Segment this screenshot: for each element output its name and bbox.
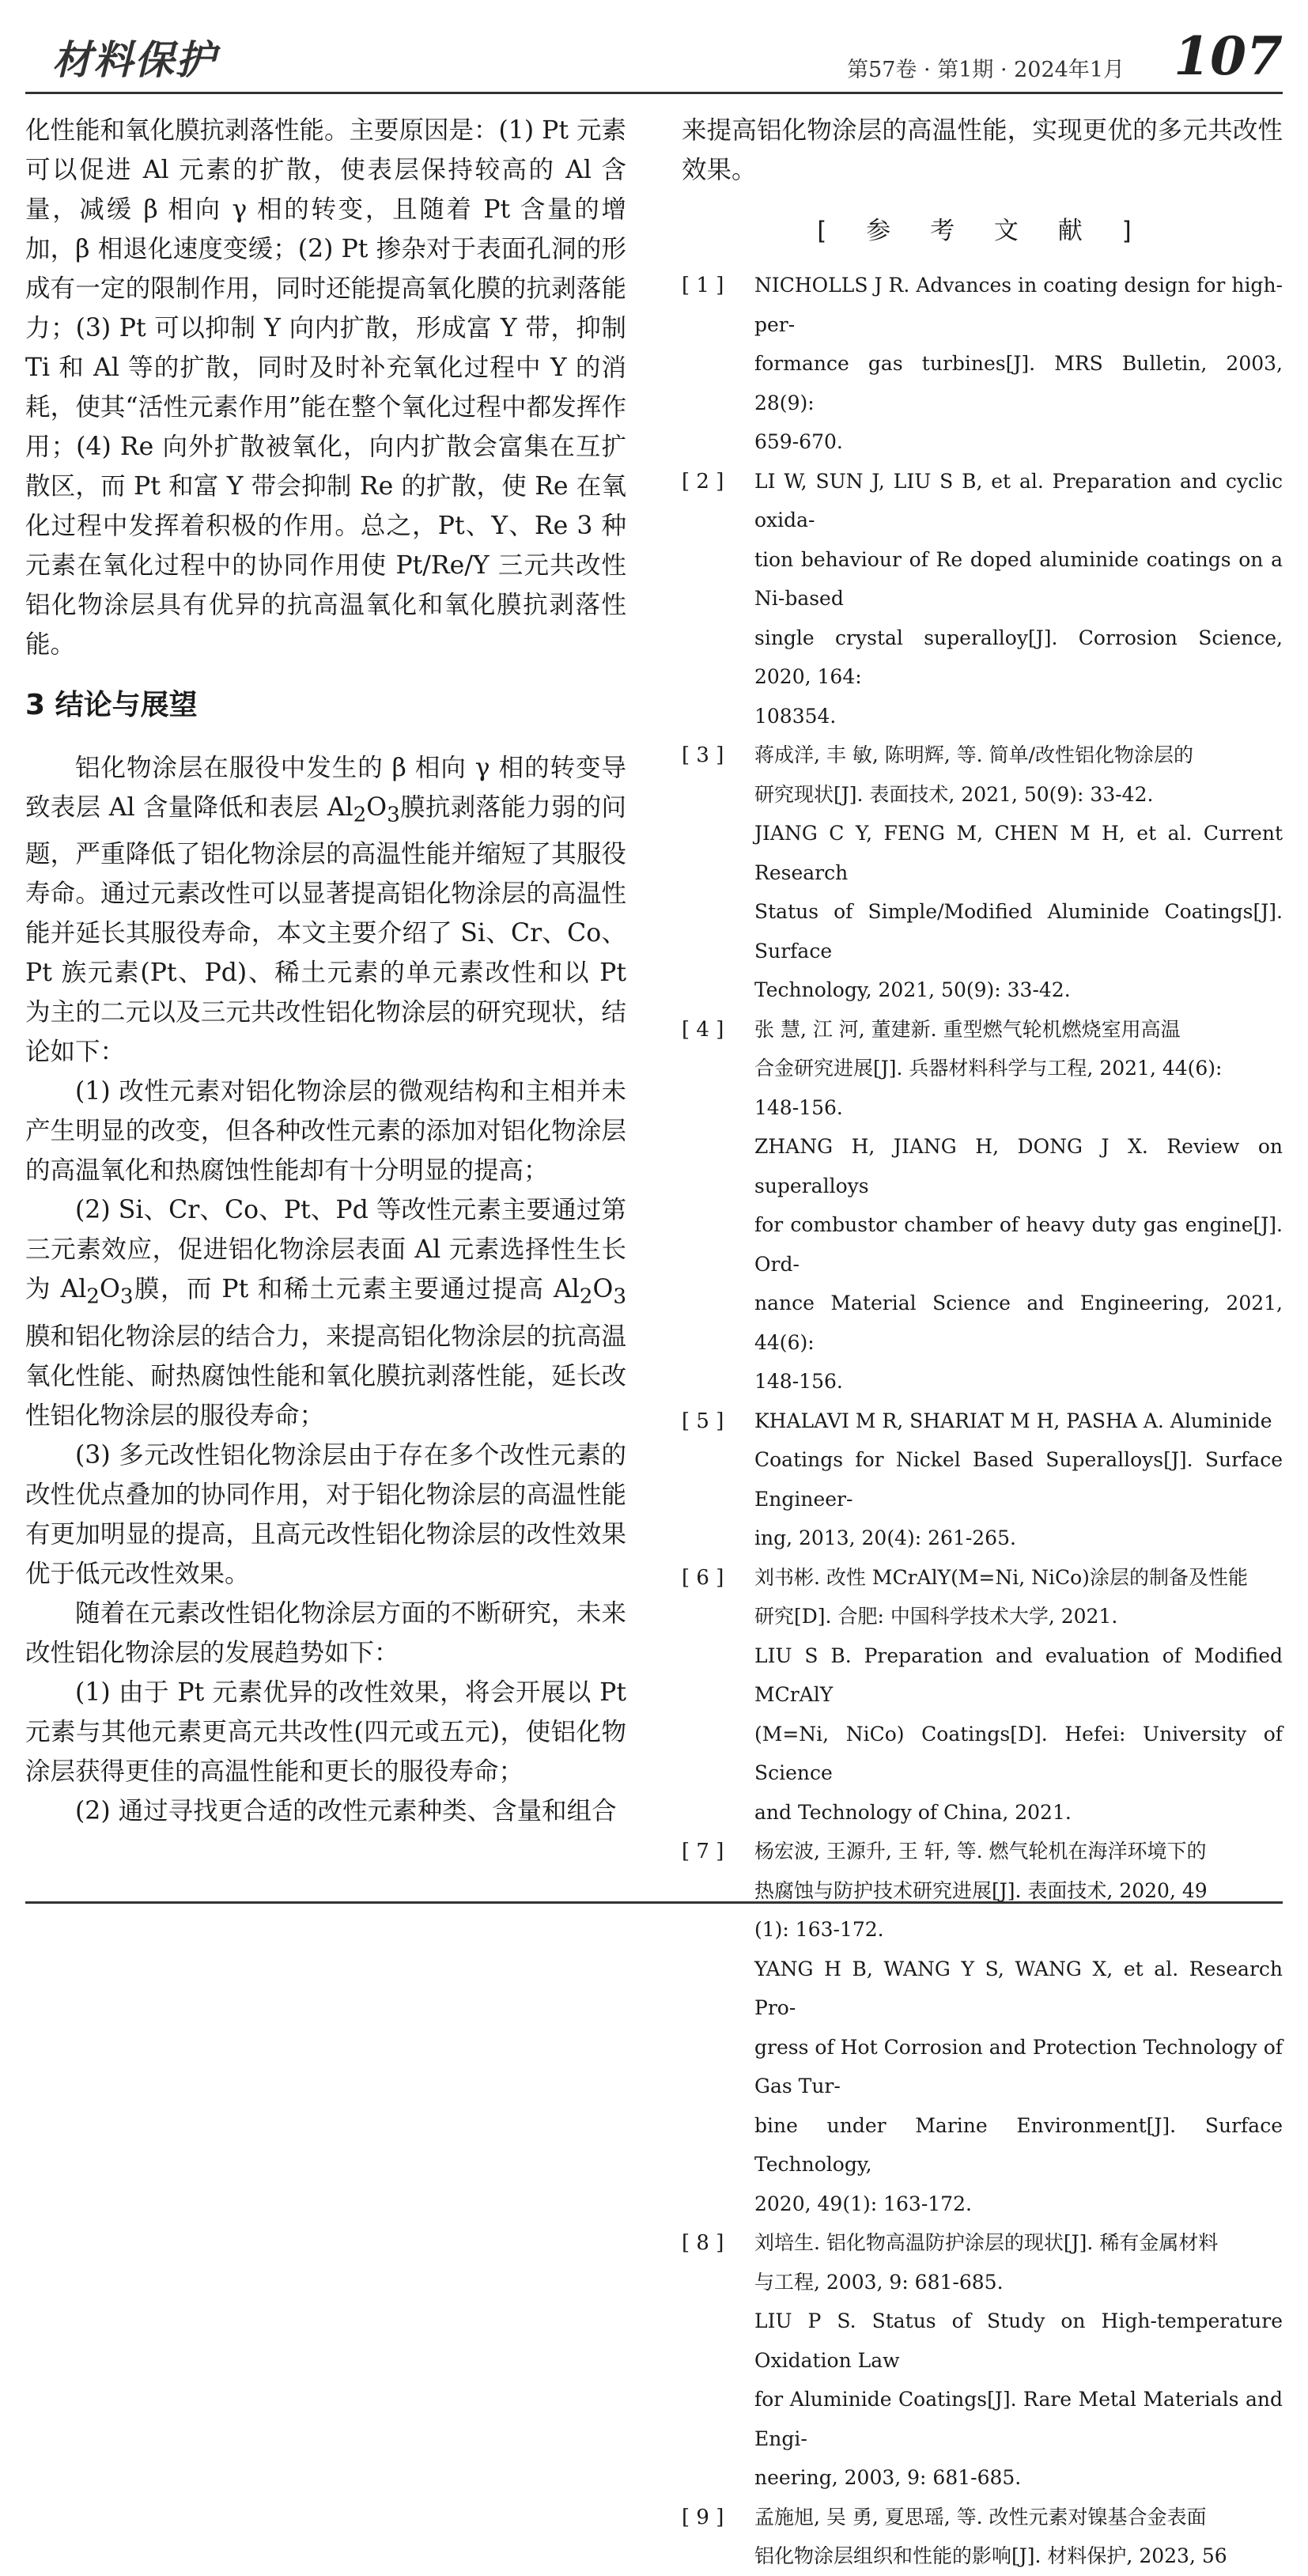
reference-line: single crystal superalloy[J]. Corrosion Science, 2020, 164: [754,626,1283,688]
reference-line: (M=Ni, NiCo) Coatings[D]. Hefei: University of Science [754,1722,1283,1784]
reference-line: formance gas turbines[J]. MRS Bulletin, 2003, 28(9): [754,352,1283,414]
reference-list [682,266,1283,2576]
text-run: O [592,1275,614,1304]
reference-line: Status of Simple/Modified Aluminide Coatings[J]. Surface [754,900,1283,963]
reference-line: 148-156. [754,1370,843,1393]
right-column [682,111,1283,2576]
issue-info: 第57卷 · 第1期 · 2024年1月 [847,58,1125,82]
reference-line: NICHOLLS J R. Advances in coating design for high-per- [754,274,1283,336]
reference-line: ZHANG H, JIANG H, DONG J X. Review on superalloys [754,1135,1283,1197]
reference-line: 研究[D]. 合肥: 中国科学技术大学, 2021. [754,1605,1118,1628]
text-run: 铝化物涂层在服役中发生的 β 相向 γ 相的转变导致表层 Al 含量降低和表层 Al [25,754,626,822]
subscript: 3 [119,1284,134,1309]
paragraph: (1) 改性元素对铝化物涂层的微观结构和主相并未产生明显的改变，但各种改性元素的添加对铝化物涂层的高温氧化和热腐蚀性能却有十分明显的提高； [25,1077,626,1186]
reference-line: 659-670. [754,430,843,453]
reference-line: bine under Marine Environment[J]. Surface Technology, [754,2113,1283,2176]
page-header [25,22,1283,87]
reference-line: 铝化物涂层组织和性能的影响[J]. 材料保护, 2023, 56 [754,2544,1227,2567]
reference-item [682,1558,1283,1833]
reference-line: 合金研究进展[J]. 兵器材料科学与工程, 2021, 44(6): [754,1057,1223,1080]
paragraph: 来提高铝化物涂层的高温性能，实现更优的多元共改性效果。 [682,116,1283,184]
paragraph [25,1190,626,1435]
paragraph: (3) 多元改性铝化物涂层由于存在多个改性元素的改性优点叠加的协同作用，对于铝化物涂层的高温性能有更加明显的提高，且高元改性铝化物涂层的改性效果优于低元改性效果。 [25,1440,626,1588]
header-rule [25,92,1283,94]
reference-number: [ 2 ] [682,469,724,494]
paragraph: 化性能和氧化膜抗剥落性能。主要原因是：(1) Pt 元素可以促进 Al 元素的扩散，使表层保持较高的 Al 含量，减缓 β 相向 γ 相的转变，且随着 Pt 含量的增加，β 相退化速度变缓；(2) Pt 掺杂对于表面孔洞的形成有一定的限制作用，同时还能提高氧化膜的抗剥落能力；(3) Pt 可以抑制 Y 向内扩散，形成富 Y 带，抑制 Ti 和 Al 等的扩散，同时及时补充氧化过程中 Y 的消耗，使其“活性元素作用”能在整个氧化过程中都发挥作用；(4) Re 向外扩散被氧化，向内扩散会富集在互扩散区，而 Pt 和富 Y 带会抑制 Re 的扩散，使 Re 在氧化过程中发挥着积极的作用。总之，Pt、Y、Re 3 种元素在氧化过程中的协同作用使 Pt/Re/Y 三元共改性铝化物涂层具有优异的抗高温氧化和氧化膜抗剥落性能。 [25,116,627,659]
reference-line: 刘培生. 铝化物高温防护涂层的现状[J]. 稀有金属材料 [754,2231,1219,2254]
reference-item [682,1401,1283,1558]
reference-line: 杨宏波, 王源升, 王 轩, 等. 燃气轮机在海洋环境下的 [754,1840,1207,1863]
reference-line: 刘书彬. 改性 MCrAlY(M=Ni, NiCo)涂层的制备及性能 [754,1565,1248,1589]
reference-line: JIANG C Y, FENG M, CHEN M H, et al. Current Research [754,822,1283,884]
reference-line: LI W, SUN J, LIU S B, et al. Preparation and cyclic oxida- [754,469,1283,531]
section-heading: 3 结论与展望 [25,689,198,721]
reference-line: 148-156. [754,1095,843,1119]
reference-line: 2020, 49(1): 163-172. [754,2192,972,2215]
reference-line: 孟施旭, 吴 勇, 夏思瑶, 等. 改性元素对镍基合金表面 [754,2505,1207,2529]
reference-item [682,736,1283,1010]
reference-line: and Technology of China, 2021. [754,1800,1072,1824]
page-number: 107 [1174,25,1283,87]
reference-line: gress of Hot Corrosion and Protection Technology of Gas Tur- [754,2035,1283,2097]
text-run: O [366,793,387,822]
reference-line: for combustor chamber of heavy duty gas engine[J]. Ord- [754,1213,1283,1276]
reference-number: [ 3 ] [682,743,724,767]
reference-line: YANG H B, WANG Y S, WANG X, et al. Research Pro- [754,1957,1283,2019]
reference-item [682,266,1283,462]
journal-logo: 材料保护 [52,36,217,83]
subscript: 2 [353,803,367,827]
reference-line: for Aluminide Coatings[J]. Rare Metal Materials and Engi- [754,2388,1283,2450]
paragraph: (1) 由于 Pt 元素优异的改性效果，将会开展以 Pt 元素与其他元素更高元共改性(四元或五元)，使铝化物涂层获得更佳的高温性能和更长的服役寿命； [25,1678,626,1786]
reference-number: [ 1 ] [682,274,724,297]
reference-line: neering, 2003, 9: 681-685. [754,2466,1022,2489]
reference-number: [ 8 ] [682,2231,724,2255]
reference-line: LIU S B. Preparation and evaluation of Modified MCrAlY [754,1644,1283,1706]
footer-rule [25,1901,1283,1904]
reference-item [682,2498,1283,2576]
text-run: 膜，而 Pt 和稀土元素主要通过提高 Al [133,1275,580,1304]
reference-line: Coatings for Nickel Based Superalloys[J]. Surface Engineer- [754,1448,1283,1511]
references-heading: [ 参 考 文 献 ] [817,217,1147,245]
subscript: 3 [387,803,400,827]
text-run: 膜抗剥落能力弱的问题，严重降低了铝化物涂层的高温性能并缩短了其服役寿命。通过元素改性可以显著提高铝化物涂层的高温性能并延长其服役寿命，本文主要介绍了 Si、Cr、Co、Pt 族元素(Pt、Pd)、稀土元素的单元素改性和以 Pt 为主的二元以及三元共改性铝化物涂层的研究现状，结论如下： [25,793,626,1067]
reference-item [682,462,1283,736]
paragraph: 随着在元素改性铝化物涂层方面的不断研究，未来改性铝化物涂层的发展趋势如下： [25,1598,626,1667]
reference-item [682,1832,1283,2223]
reference-item [682,2223,1283,2498]
left-column [25,111,626,1831]
reference-line: 研究现状[J]. 表面技术, 2021, 50(9): 33-42. [754,782,1154,806]
reference-line: LIU P S. Status of Study on High-temperature Oxidation Law [754,2309,1283,2372]
text-run: 膜和铝化物涂层的结合力，来提高铝化物涂层的抗高温氧化性能、耐热腐蚀性能和氧化膜抗剥落性能，延长改性铝化物涂层的服役寿命； [25,1322,626,1430]
reference-line: 108354. [754,704,837,728]
reference-line: tion behaviour of Re doped aluminide coatings on a Ni-based [754,547,1283,610]
reference-line: Technology, 2021, 50(9): 33-42. [754,978,1071,1001]
subscript: 2 [579,1284,593,1309]
reference-line: ing, 2013, 20(4): 261-265. [754,1526,1016,1549]
paragraph: (2) 通过寻找更合适的改性元素种类、含量和组合 [75,1796,617,1825]
subscript: 2 [86,1284,100,1309]
reference-item [682,1010,1283,1401]
reference-line: 热腐蚀与防护技术研究进展[J]. 表面技术, 2020, 49 [754,1878,1208,1902]
reference-line: 与工程, 2003, 9: 681-685. [754,2270,1004,2294]
reference-line: KHALAVI M R, SHARIAT M H, PASHA A. Aluminide [754,1409,1272,1432]
reference-number: [ 9 ] [682,2505,724,2529]
reference-number: [ 5 ] [682,1409,724,1433]
paragraph [25,748,626,1072]
reference-line: 张 慧, 江 河, 董建新. 重型燃气轮机燃烧室用高温 [754,1017,1181,1041]
reference-line: 蒋成洋, 丰 敏, 陈明辉, 等. 简单/改性铝化物涂层的 [754,743,1193,766]
reference-line: (1): 163-172. [754,1918,884,1941]
text-run: (2) Si、Cr、Co、Pt、Pd 等改性元素主要通过第三元素效应，促进铝化物涂层表面 Al 元素选择性生长为 Al [25,1196,626,1304]
reference-number: [ 7 ] [682,1840,724,1863]
reference-number: [ 6 ] [682,1565,724,1590]
reference-number: [ 4 ] [682,1017,724,1042]
text-run: O [100,1275,120,1304]
reference-line: nance Material Science and Engineering, 2021, 44(6): [754,1292,1283,1354]
subscript: 3 [613,1284,627,1309]
